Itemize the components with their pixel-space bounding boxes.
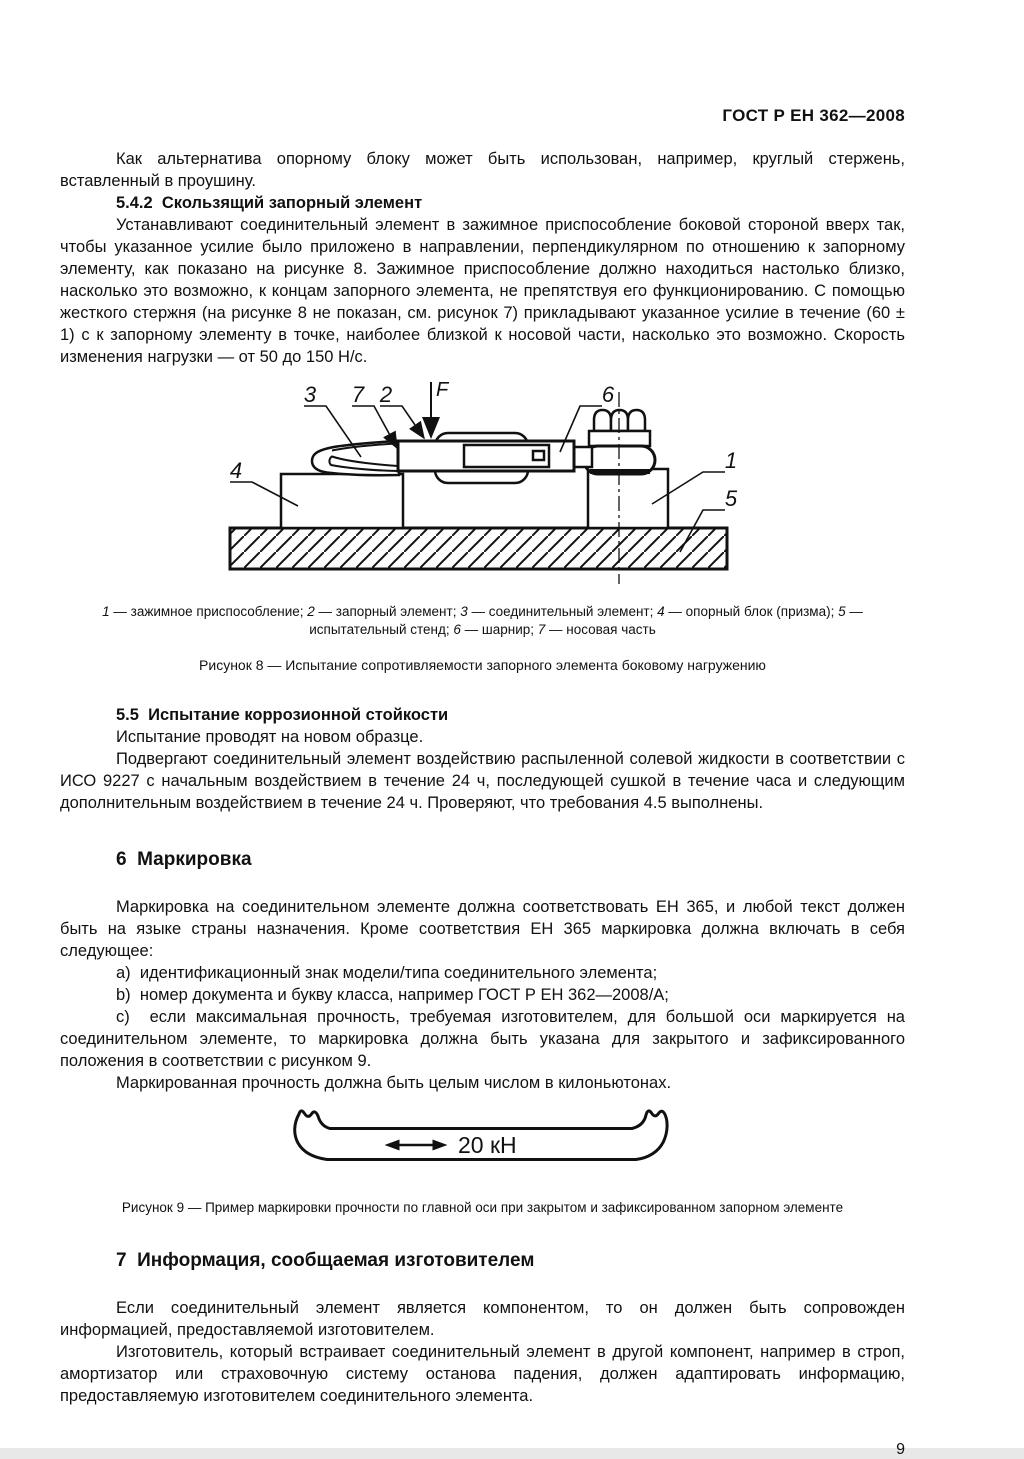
- figure8-label-1: 1: [724, 448, 737, 473]
- figure8-label-6: 6: [601, 382, 614, 407]
- heading-6: 6 Маркировка: [116, 849, 252, 870]
- figure8-label-3: 3: [303, 382, 316, 407]
- legend-item: 4 — опорный блок (призма): [657, 604, 831, 619]
- intro-paragraph: Как альтернатива опорному блоку может быть использован, например, круглый стержень, вставленный в проушину.: [60, 150, 905, 190]
- figure8-caption: Рисунок 8 — Испытание сопротивляемости запорного элемента боковому нагружению: [199, 657, 766, 673]
- figure9-caption: Рисунок 9 — Пример маркировки прочности по главной оси при закрытом и зафиксированном запорном элементе: [121, 1200, 844, 1215]
- list-item-a: a) идентификационный знак модели/типа соединительного элемента;: [116, 964, 658, 982]
- document-code: ГОСТ Р ЕН 362—2008: [722, 106, 905, 125]
- figure8-label-force: F: [435, 379, 448, 401]
- legend-item: 6 — шарнир: [453, 621, 531, 637]
- heading-7: 7 Информация, сообщаемая изготовителем: [116, 1250, 535, 1271]
- figure8-svg: [228, 376, 738, 588]
- legend-item: 2 — запорный элемент: [307, 604, 453, 619]
- figure9-drawing: [60, 1106, 905, 1183]
- legend-item: 5 — испытательный стенд: [309, 604, 863, 637]
- figure8-label-5: 5: [724, 486, 737, 511]
- paragraph-7-2: Изготовитель, который встраивает соединительный элемент в другой компонент, например в строп, амортизатор или страховочную систему останова падения, должен адаптировать информацию, предоставляемую изготовителем соединительного элемента.: [60, 1343, 905, 1405]
- heading-5-4-2: 5.4.2 Скользящий запорный элемент: [116, 194, 423, 212]
- contact-band: [590, 469, 650, 474]
- figure9-svg: [288, 1106, 678, 1178]
- strength-marking: 20 кН: [457, 1132, 517, 1158]
- page-number: 9: [896, 1441, 905, 1458]
- paragraph-5-5-2: Подвергают соединительный элемент воздействию распыленной солевой жидкости в соответствии с ИСО 9227 с начальным воздействием в течение 24 ч, последующей сушкой в течение часа и следующим дополнительным воздействием в течение 24 ч. Проверяют, что требования 4.5 выполнены.: [60, 750, 905, 812]
- paragraph-6-1: Маркировка на соединительном элементе должна соответствовать ЕН 365, и любой текст должен быть на языке страны назначения. Кроме соответствия ЕН 365 маркировка должна включать в себя следующее:: [60, 898, 905, 960]
- list-item-b: b) номер документа и букву класса, например ГОСТ Р ЕН 362—2008/А;: [116, 986, 669, 1004]
- sleeve-notch: [533, 451, 544, 460]
- list-item-c: c) если максимальная прочность, требуемая изготовителем, для большой оси маркируется на соединительном элементе, то маркировка должна быть указана для закрытого и зафиксированного положения в соответствии с рисунком 9.: [60, 1008, 905, 1070]
- figure8-drawing: [60, 376, 905, 593]
- paragraph-7-1: Если соединительный элемент является компонентом, то он должен быть сопровожден информацией, предоставляемой изготовителем.: [60, 1299, 905, 1339]
- clamp-block: [588, 469, 668, 528]
- figure8-legend: 1 — зажимное приспособление; 2 — запорный элемент; 3 — соединительный элемент; 4 — опорный блок (призма); 5 — испытательный стенд; 6 — шарнир; 7 — носовая часть: [102, 604, 863, 637]
- paragraph-6-2: Маркированная прочность должна быть целым числом в килоньютонах.: [116, 1074, 672, 1092]
- legend-item: 3 — соединительный элемент: [460, 604, 650, 619]
- legend-item: 7 — носовая часть: [537, 621, 656, 637]
- paragraph-5-5-1: Испытание проводят на новом образце.: [116, 728, 424, 746]
- paragraph-5-4-2: Устанавливают соединительный элемент в зажимное приспособление боковой стороной вверх так, чтобы указанное усилие было приложено в направлении, перпендикулярном по отношению к запорному элементу, как показано на рисунке 8. Зажимное приспособление должно находиться настолько близко, насколько это возможно, к концам запорного элемента, не препятствуя его функционированию. С помощью жесткого стержня (на рисунке 8 не показан, см. рисунок 7) прикладывают указанное усилие в течение (60 ± 1) с к запорному элементу в точке, наиболее близкой к носовой части, насколько это возможно. Скорость изменения нагрузки — от 50 до 150 Н/с.: [60, 216, 905, 366]
- figure8-label-2: 2: [379, 382, 392, 407]
- test-bench: [230, 528, 727, 569]
- heading-5-5: 5.5 Испытание коррозионной стойкости: [116, 706, 449, 724]
- support-block: [281, 474, 403, 528]
- figure8-label-7: 7: [351, 382, 364, 407]
- legend-item: 1 — зажимное приспособление: [102, 604, 300, 619]
- figure8-label-4: 4: [229, 458, 242, 483]
